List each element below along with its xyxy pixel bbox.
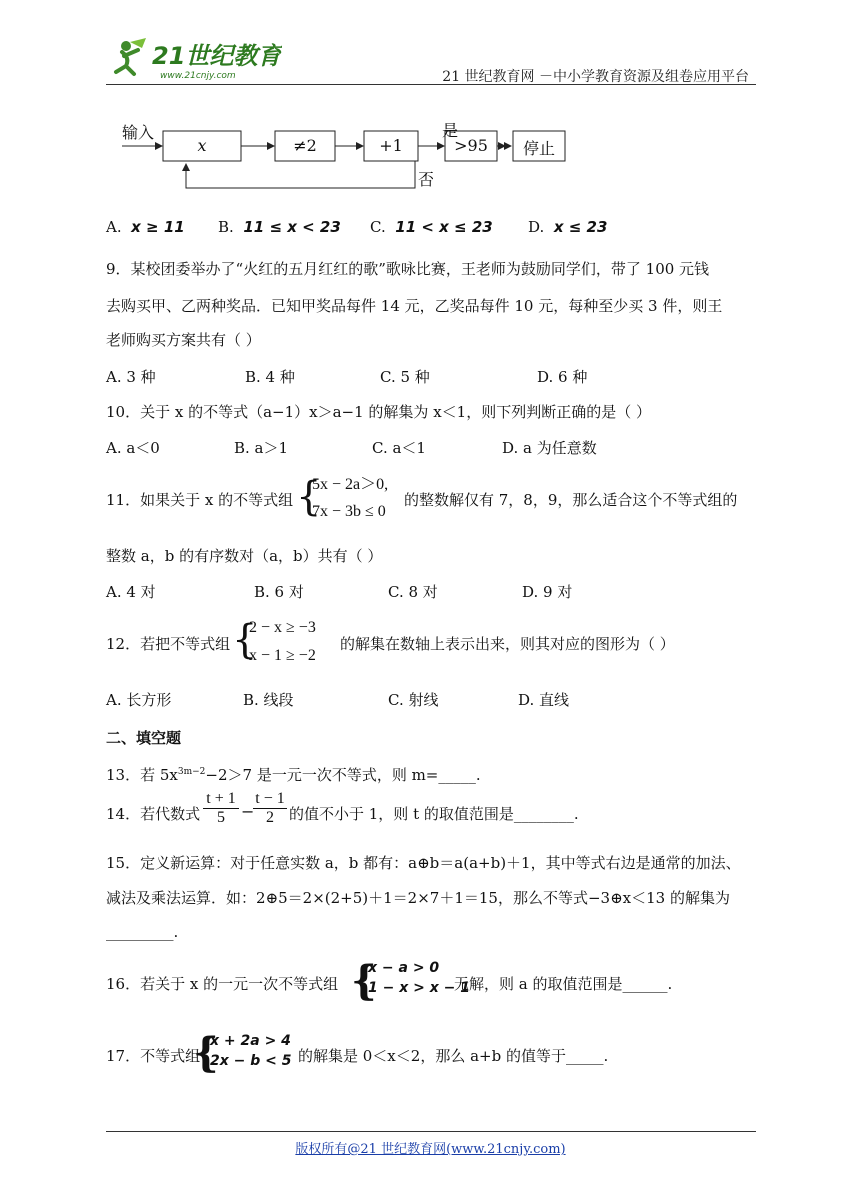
logo-url: www.21cnjy.com: [160, 71, 236, 81]
q12-option-b: B. 线段: [243, 691, 294, 709]
q8-option-d: D. x ≤ 23: [528, 218, 608, 236]
q9-option-b: B. 4 种: [245, 368, 295, 386]
q11-eq1: 5x − 2a＞0,: [312, 476, 389, 493]
q11-brace: {: [296, 474, 322, 520]
q15-line-3: _________.: [106, 923, 179, 941]
q10-stem: 10．关于 x 的不等式（a−1）x＞a−1 的解集为 x＜1，则下列判断正确的是（ ）: [106, 403, 651, 421]
q16-eq1: x − a > 0: [368, 960, 440, 976]
q9-option-d: D. 6 种: [537, 368, 588, 386]
q14-prefix: 14．若代数式: [106, 805, 201, 823]
q16-eq2: 1 − x > x − 1: [368, 980, 470, 996]
q15-line-2: 减法及乘法运算．如：2⊕5＝2×(2+5)＋1＝2×7＋1＝15，那么不等式−3⊕x＜13 的解集为: [106, 889, 730, 907]
section-title-fill-in: 二、填空题: [106, 729, 182, 747]
q11-suffix: 的整数解仅有 7，8，9，那么适合这个不等式组的: [404, 491, 738, 509]
q16-prefix: 16．若关于 x 的一元一次不等式组: [106, 975, 339, 993]
q16-suffix: 无解，则 a 的取值范围是______.: [454, 975, 673, 993]
q12-suffix: 的解集在数轴上表示出来，则其对应的图形为（ ）: [340, 635, 675, 653]
runner-icon: [112, 34, 282, 82]
q10-option-a: A. a＜0: [106, 439, 160, 457]
q8-option-c: C. 11 < x ≤ 23: [370, 218, 493, 236]
header-divider: [106, 84, 756, 85]
flow-box-plus1: +1: [379, 136, 403, 155]
q17-prefix: 17．不等式组: [106, 1047, 201, 1065]
q17-eq2: 2x − b < 5: [210, 1053, 292, 1069]
flow-stop-label: 停止: [522, 139, 555, 158]
q13-exponent: 3m−2: [177, 767, 206, 777]
q10-option-d: D. a 为任意数: [502, 439, 597, 457]
flow-box-x: x: [197, 136, 207, 155]
q11-option-d: D. 9 对: [522, 583, 573, 601]
q8-option-a: A. x ≥ 11: [106, 218, 185, 236]
q12-eq1: 2 − x ≥ −3: [249, 619, 316, 636]
q14-fraction-2: $\frac{t - 1}{2}$: [253, 790, 287, 827]
q15-line-1: 15．定义新运算：对于任意实数 a，b 都有：a⊕b＝a(a+b)＋1，其中等式右边是通常的加法、: [106, 854, 741, 872]
q9-line-3: 老师购买方案共有（ ）: [106, 331, 261, 349]
q11-prefix: 11．如果关于 x 的不等式组: [106, 491, 294, 509]
flow-yes-label: 是: [442, 121, 459, 140]
flow-box-neq2: ≠2: [293, 136, 317, 155]
q10-option-b: B. a＞1: [234, 439, 289, 457]
q9-option-a: A. 3 种: [106, 368, 156, 386]
q12-option-a: A. 长方形: [106, 691, 172, 709]
q12-option-c: C. 射线: [388, 691, 439, 709]
q12-prefix: 12．若把不等式组: [106, 635, 231, 653]
q12-option-d: D. 直线: [518, 691, 570, 709]
q14-minus: −: [241, 802, 255, 821]
q17-suffix: 的解集是 0＜x＜2，那么 a+b 的值等于_____.: [298, 1047, 609, 1065]
footer-divider: [106, 1131, 756, 1132]
q13: 13．若 $5x^{3m-2}-2>7$ 是一元一次不等式，则 m=_____.: [106, 766, 481, 784]
q17-brace: {: [193, 1029, 219, 1076]
q16-brace: {: [351, 957, 377, 1004]
flow-input-label: 输入: [122, 123, 155, 142]
q11-option-b: B. 6 对: [254, 583, 304, 601]
footer-copyright-link[interactable]: 版权所有@21 世纪教育网(www.21cnjy.com): [295, 1142, 566, 1157]
q12-eq2: x − 1 ≥ −2: [249, 647, 316, 664]
q11-line-2: 整数 a，b 的有序数对（a，b）共有（ ）: [106, 547, 383, 565]
q14-suffix: 的值不小于 1，则 t 的取值范围是________.: [289, 805, 579, 823]
q9-line-2: 去购买甲、乙两种奖品．已知甲奖品每件 14 元，乙奖品每件 10 元，每种至少买 3 件，则王: [106, 297, 723, 315]
flow-box-gt95: >95: [454, 136, 488, 155]
site-logo: [112, 34, 282, 82]
q9-line-1: 9．某校团委举办了“火红的五月红红的歌”歌咏比赛，王老师为鼓励同学们，带了 100 元钱: [106, 260, 710, 278]
q11-option-c: C. 8 对: [388, 583, 438, 601]
q9-option-c: C. 5 种: [380, 368, 430, 386]
q11-option-a: A. 4 对: [106, 583, 156, 601]
q10-option-c: C. a＜1: [372, 439, 426, 457]
flow-no-label: 否: [418, 170, 435, 189]
q14-fraction-1: $\frac{t + 1}{5}$: [203, 790, 239, 827]
logo-text: 21世纪教育: [152, 42, 282, 70]
q17-eq1: x + 2a > 4: [210, 1033, 291, 1049]
q8-option-b: B. 11 ≤ x < 23: [218, 218, 341, 236]
q11-eq2: 7x − 3b ≤ 0: [312, 503, 386, 520]
site-tagline: 21 世纪教育网 －中小学教育资源及组卷应用平台: [442, 69, 749, 85]
q12-brace: {: [232, 617, 258, 663]
